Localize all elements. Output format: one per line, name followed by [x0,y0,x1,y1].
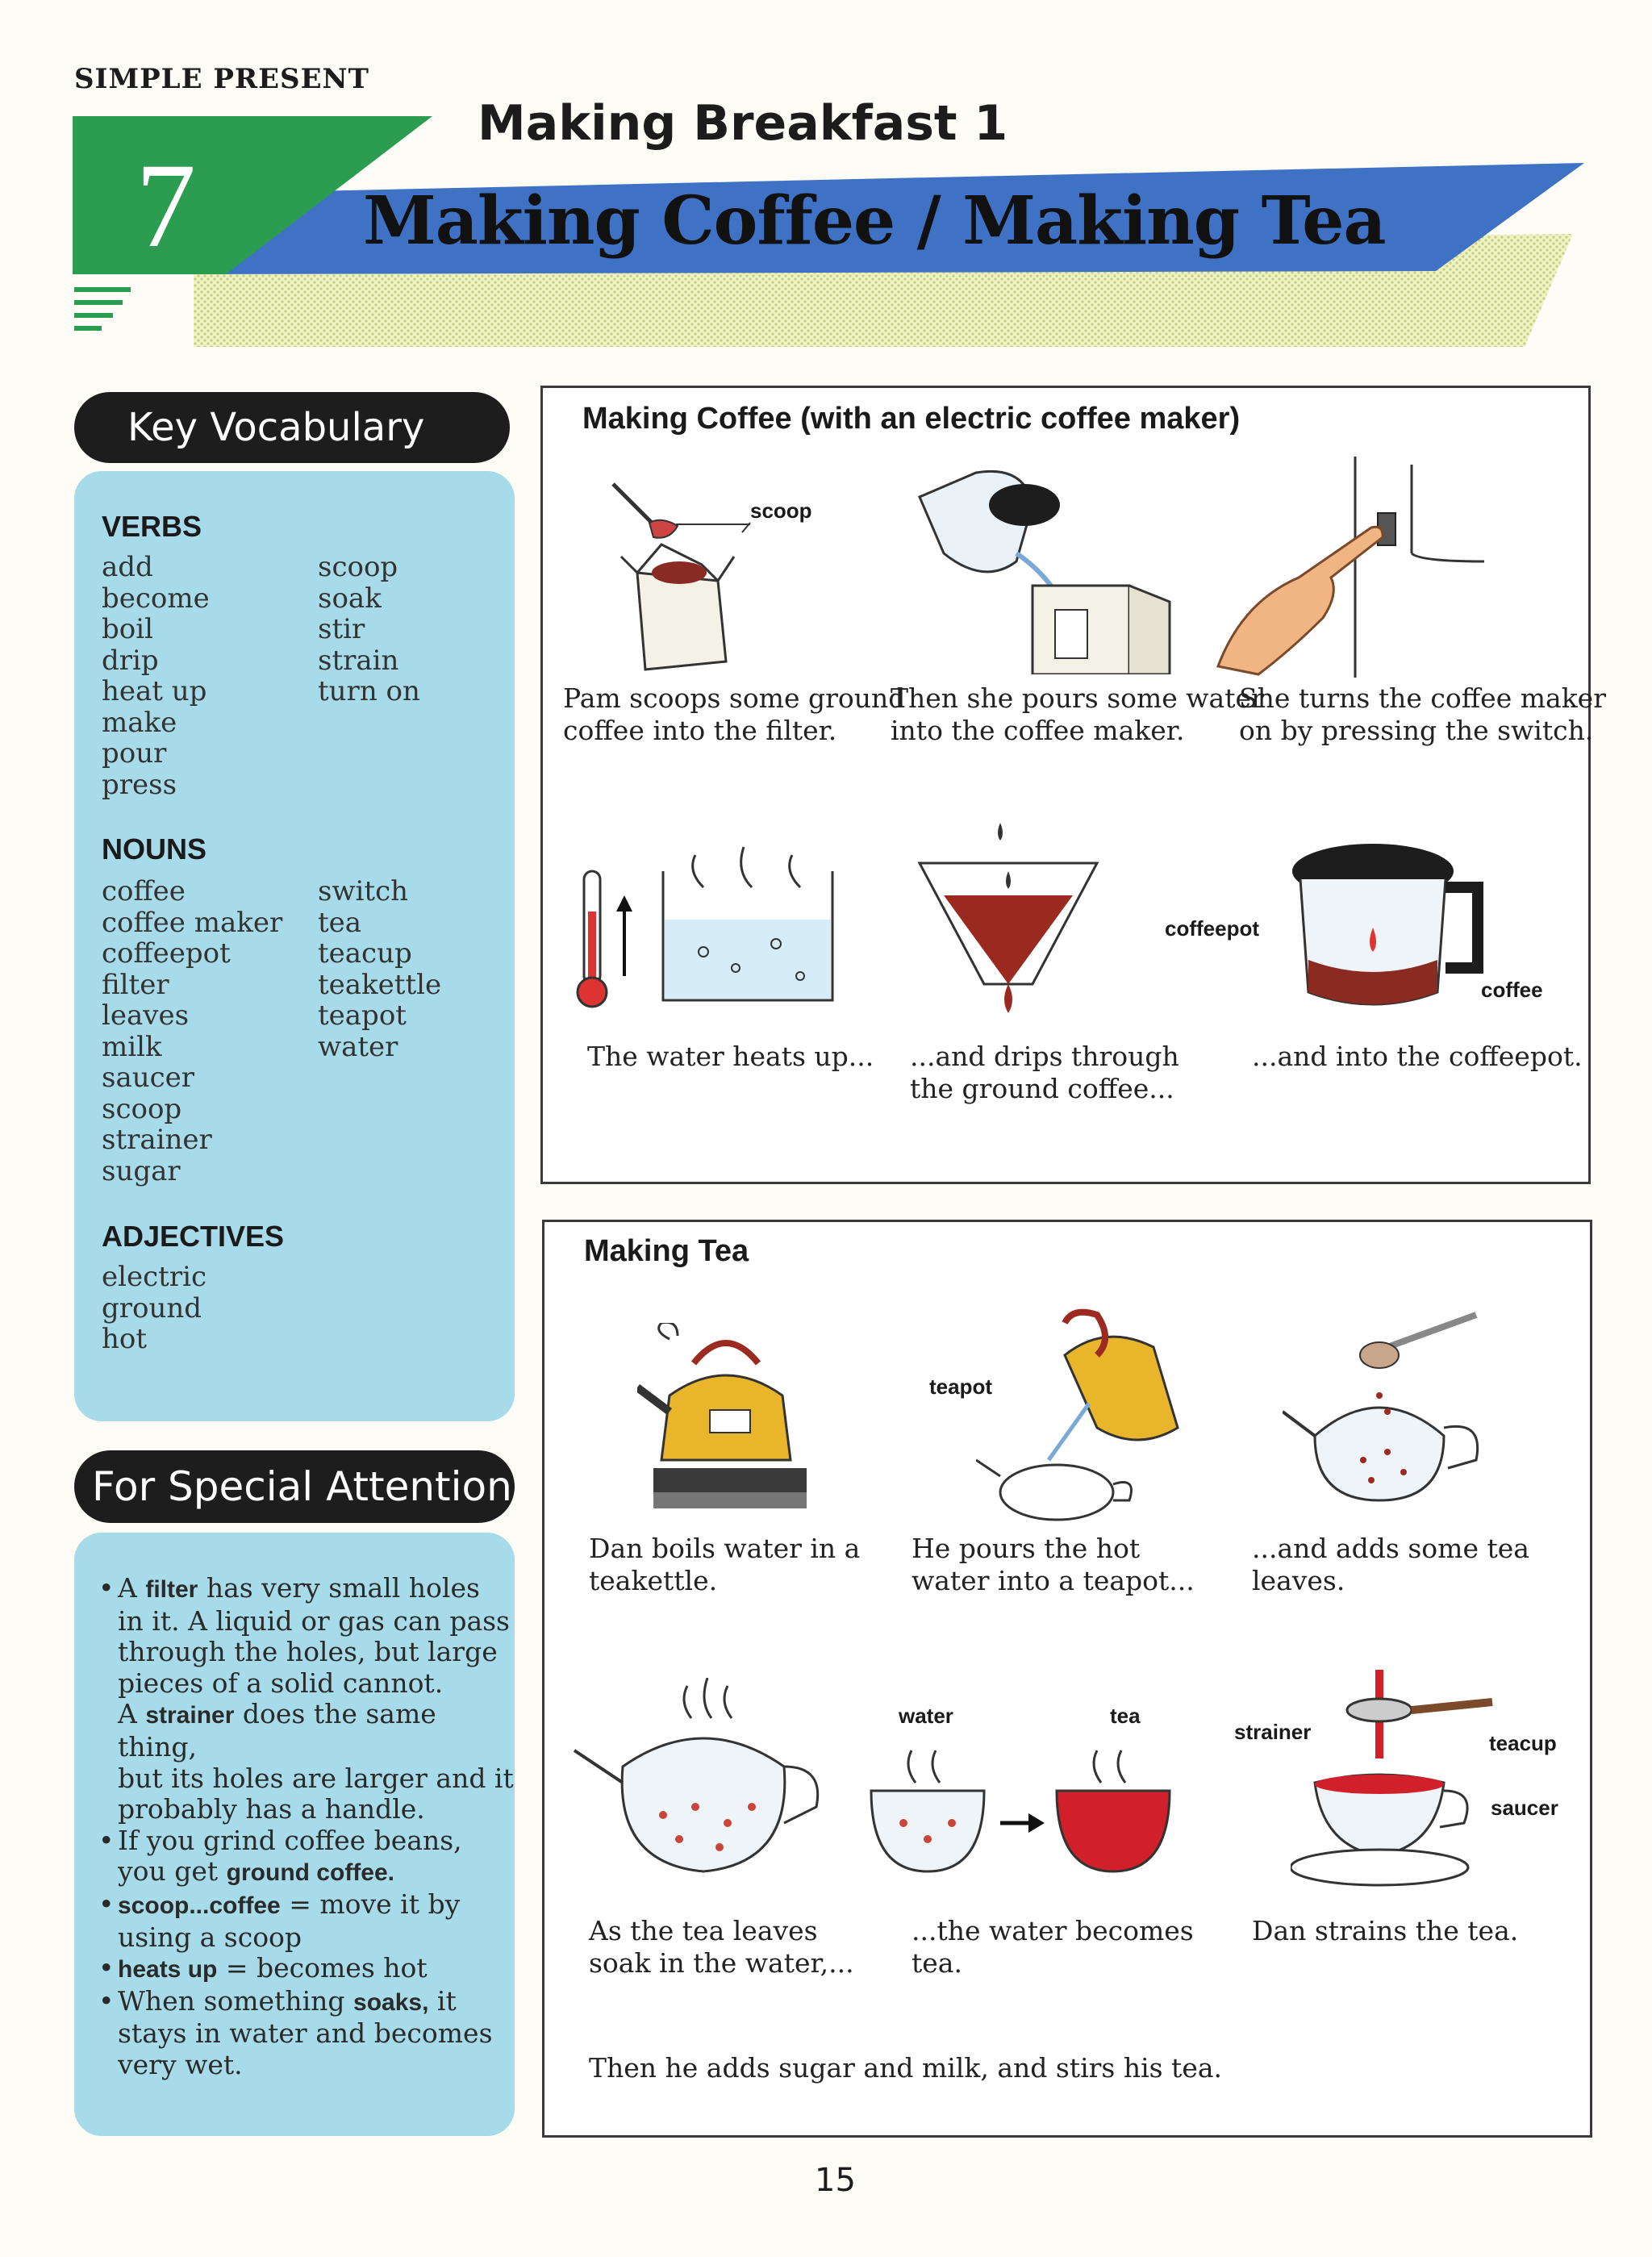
tea-closing-sentence: Then he adds sugar and milk, and stirs his tea. [589,2052,1223,2084]
vocab-word: heat up [102,675,207,707]
attention-text: When something [118,1984,354,2017]
caption-line: As the tea leaves [589,1915,818,1946]
tea-step-5-caption [912,1915,1194,1980]
attention-text: A [118,1698,146,1730]
tea-label: tea [1110,1704,1141,1728]
attention-line [118,1889,515,1922]
attention-keyword: soaks, [353,1988,429,2016]
grammar-label: SIMPLE PRESENT [74,63,369,95]
vocab-word: teacup [318,937,412,970]
verbs-list-2 [318,552,420,707]
coffee-step-1-caption [563,682,905,747]
caption-line: ...and into the coffeepot. [1252,1041,1583,1072]
attention-keyword: scoop...coffee [118,1892,281,1919]
teacup-label: teacup [1489,1731,1557,1755]
vocab-word: teapot [318,999,407,1032]
vocab-word: strainer [102,1124,212,1156]
caption-line: soak in the water,... [589,1947,854,1979]
caption-line: Dan boils water in a [589,1533,861,1564]
teapot-label: teapot [929,1375,992,1399]
special-attention-list [95,1573,515,2081]
adjectives-heading: ADJECTIVES [102,1220,285,1253]
vocab-word: sugar [102,1154,181,1187]
pouring-into-teapot-icon [976,1307,1186,1525]
attention-line [118,1825,515,1857]
vocab-word: tea [318,906,362,939]
vocab-word: milk [102,1030,162,1063]
caption-line: the ground coffee... [910,1073,1174,1104]
caption-line: leaves. [1252,1565,1345,1596]
attention-line [118,1637,515,1668]
vocab-word: stir [318,613,365,645]
vocab-word: strain [318,644,399,677]
attention-text: If you grind coffee beans, [118,1824,462,1856]
attention-item [95,1573,515,1825]
attention-item [95,1953,515,1986]
vocab-word: become [102,582,210,615]
vocab-word: filter [102,968,169,1001]
attention-line [118,1922,515,1954]
caption-line: Pam scoops some ground [563,682,906,714]
nouns-heading: NOUNS [102,832,207,866]
caption-line: water into a teapot... [912,1565,1195,1596]
vocab-word: turn on [318,675,420,707]
strainer-label: strainer [1234,1720,1312,1744]
attention-text: stays in water and becomes [118,2017,493,2050]
attention-item [95,1825,515,1889]
attention-text: has very small holes [198,1572,480,1604]
coffeepot-label: coffeepot [1165,916,1259,941]
verbs-heading: VERBS [102,510,202,543]
caption-line: teakettle. [589,1565,718,1596]
vocab-word: water [318,1030,398,1063]
vocab-word: make [102,706,177,739]
caption-line: ...and drips through [910,1041,1179,1072]
caption-line: into the coffee maker. [891,715,1185,746]
attention-line [118,2050,515,2081]
attention-line [118,2018,515,2050]
coffee-step-5-caption [910,1041,1179,1105]
making-tea-title: Making Tea [584,1234,749,1268]
vocab-word: teakettle [318,968,442,1001]
making-coffee-title: Making Coffee (with an electric coffee maker) [582,402,1241,436]
vocab-word: boil [102,613,153,645]
caption-line: coffee into the filter. [563,715,837,746]
attention-text: A [118,1572,146,1604]
vocab-word: saucer [102,1062,195,1094]
vocab-word: press [102,768,177,801]
adding-tea-leaves-icon [1283,1299,1516,1525]
caption-line: ...and adds some tea [1252,1533,1529,1564]
nouns-list-1 [102,876,282,1187]
page-number: 15 [815,2162,856,2199]
thermometer-heating-water-icon [574,839,849,1016]
coffee-step-4-caption [587,1041,874,1073]
caption-line: He pours the hot [912,1533,1141,1564]
attention-text: very wet. [118,2048,243,2080]
vocab-word: pour [102,737,167,770]
pouring-water-coffee-maker-icon [903,465,1194,674]
tea-step-4-caption [589,1915,854,1980]
caption-line: ...the water becomes [912,1915,1194,1946]
attention-keyword: filter [145,1576,198,1603]
teakettle-on-stove-icon [637,1323,815,1516]
vocab-word: leaves [102,999,190,1032]
vocab-word: scoop [102,1092,182,1125]
attention-text: through the holes, but large [118,1636,498,1668]
attention-item [95,1889,515,1953]
coffee-step-6-caption [1252,1041,1583,1073]
attention-text: using a scoop [118,1921,302,1953]
teapot-soaking-leaves-icon [566,1678,841,1888]
vocab-word: drip [102,644,159,677]
unit-number: 7 [136,139,196,273]
attention-keyword: strainer [145,1702,235,1729]
verbs-list-1 [102,552,210,800]
vocab-word: add [102,551,153,583]
attention-line [118,1794,515,1825]
straining-tea-icon [1291,1662,1500,1896]
coffee-step-3-caption [1239,682,1606,747]
attention-line [118,1699,515,1763]
tea-step-6-caption [1252,1915,1518,1947]
coffee-step-2-caption [891,682,1264,747]
water-label: water [899,1704,953,1728]
attention-text: does the same thing, [118,1698,436,1763]
caption-line: Then she pours some water [891,682,1264,714]
caption-line: Dan strains the tea. [1252,1915,1519,1946]
attention-line [118,1986,515,2019]
vocab-word: soak [318,582,382,615]
caption-line: The water heats up... [587,1041,874,1072]
attention-line [118,1573,515,1606]
saucer-label: saucer [1491,1796,1558,1820]
water-to-tea-icon [863,1702,1186,1888]
attention-item [95,1986,515,2081]
vocab-word: electric [102,1261,206,1293]
scoop-label: scoop [750,499,812,523]
attention-text: you get [118,1855,227,1888]
attention-text: it [428,1984,457,2017]
attention-line [118,1668,515,1700]
tea-step-2-caption [912,1533,1195,1597]
attention-line [118,1856,515,1889]
vocab-word: ground [102,1291,202,1325]
coffeepot-icon [1284,831,1494,1024]
tea-step-1-caption [589,1533,860,1597]
nouns-list-2 [318,876,441,1062]
caption-line: on by pressing the switch. [1239,715,1594,746]
key-vocabulary-heading: Key Vocabulary [74,392,510,463]
page-title: Making Coffee / Making Tea [363,182,1386,260]
attention-text: in it. A liquid or gas can pass [118,1604,510,1637]
dripping-filter-icon [912,823,1113,1024]
vocab-word: coffee [102,875,186,907]
attention-keyword: ground coffee. [226,1859,395,1887]
attention-text: pieces of a solid cannot. [118,1667,444,1699]
vocab-word: hot [102,1323,148,1355]
caption-line: tea. [912,1947,962,1979]
attention-text: = becomes hot [217,1952,428,1984]
special-attention-heading: For Special Attention [74,1450,515,1523]
vocab-word: switch [318,875,409,907]
adjectives-list [102,1262,206,1355]
vocab-word: coffeepot [102,937,231,970]
attention-text: = move it by [280,1888,461,1920]
vocab-word: scoop [318,551,398,583]
attention-text: probably has a handle. [118,1793,425,1825]
caption-line: She turns the coffee maker [1239,682,1606,714]
tea-step-3-caption [1252,1533,1529,1597]
coffee-label: coffee [1481,978,1543,1002]
attention-line [118,1763,515,1795]
unit-subtitle: Making Breakfast 1 [478,95,1008,152]
attention-keyword: heats up [118,1956,218,1984]
attention-line [118,1953,515,1986]
attention-text: but its holes are larger and it [118,1762,514,1794]
vocab-word: coffee maker [102,906,283,939]
attention-line [118,1606,515,1637]
hand-pressing-switch-icon [1210,457,1500,678]
